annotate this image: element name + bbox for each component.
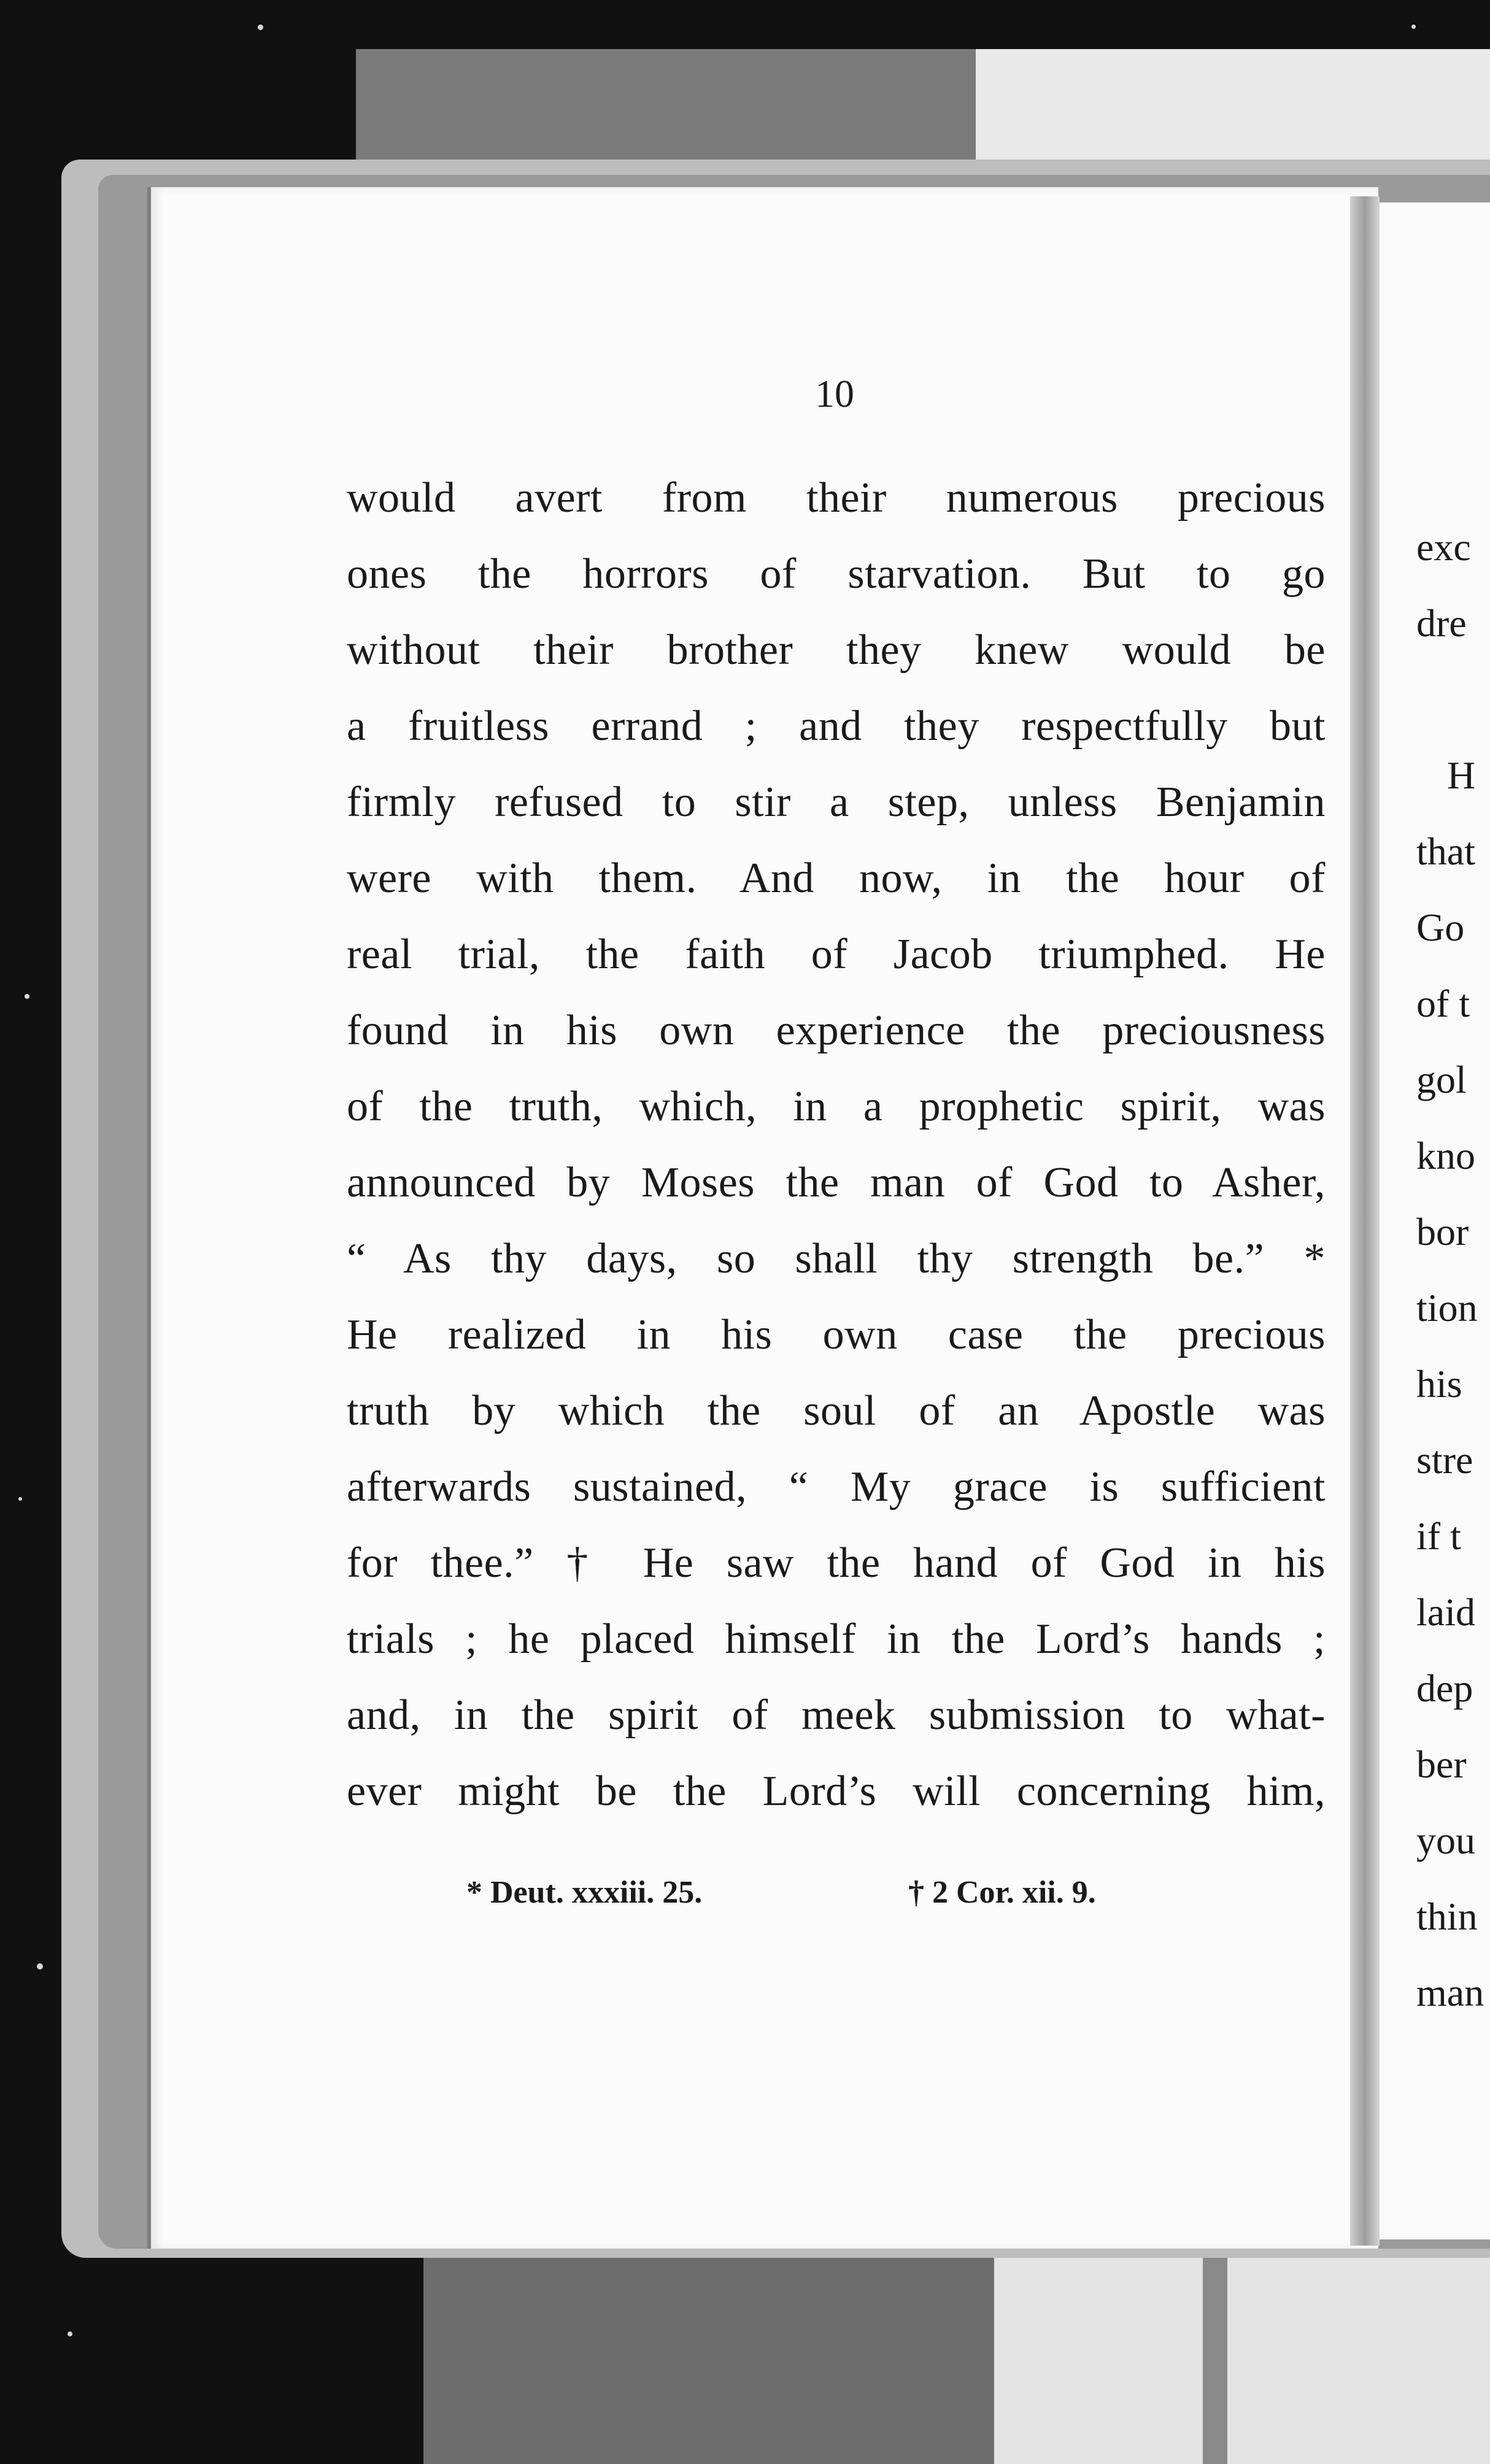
text-line: truth by which the soul of an Apostle was: [347, 1387, 1326, 1434]
text-line: ever might be the Lord’s will concerning him,: [347, 1768, 1326, 1815]
background-board-bottom: [423, 2246, 1000, 2464]
text-line: would avert from their numerous precious: [347, 474, 1326, 522]
facing-line: his: [1416, 1362, 1462, 1406]
facing-page-text: [1416, 509, 1490, 2031]
text-line: found in his own experience the preciousness: [347, 1007, 1326, 1054]
text-line: without their brother they knew would be: [347, 626, 1326, 674]
dust-speck: [25, 994, 29, 999]
facing-line: tion: [1416, 1286, 1478, 1330]
facing-line: if t: [1416, 1514, 1461, 1558]
facing-line: that: [1416, 830, 1475, 873]
background-paper-bottom: [994, 2246, 1490, 2464]
footnote-corinthians: † 2 Cor. xii. 9.: [908, 1875, 1096, 1910]
facing-line: thin: [1416, 1895, 1478, 1938]
text-line: ones the horrors of starvation. But to go: [347, 550, 1326, 598]
facing-line: gol: [1416, 1058, 1467, 1101]
background-divider: [1203, 2246, 1227, 2464]
page-number: 10: [815, 372, 854, 415]
dust-speck: [18, 1497, 22, 1501]
facing-line: dep: [1416, 1666, 1473, 1710]
facing-line: Go: [1416, 906, 1465, 949]
text-line: He realized in his own case the precious: [347, 1311, 1326, 1358]
book-gutter: [1350, 196, 1380, 2246]
text-line: a fruitless errand ; and they respectfully but: [347, 703, 1326, 750]
dust-speck: [37, 1963, 43, 1969]
facing-line: dre: [1416, 601, 1467, 645]
text-line: and, in the spirit of meek submission to what-: [347, 1692, 1326, 1739]
footnotes: [466, 1865, 1203, 1920]
dust-speck: [258, 25, 263, 30]
text-line: of the truth, which, in a prophetic spirit, was: [347, 1083, 1326, 1130]
facing-line: ber: [1416, 1742, 1467, 1786]
right-page: [1380, 202, 1490, 2239]
text-line: trials ; he placed himself in the Lord’s hands ;: [347, 1615, 1326, 1663]
text-line: for thee.” † He saw the hand of God in his: [347, 1539, 1326, 1587]
text-line: “ As thy days, so shall thy strength be.” *: [347, 1235, 1326, 1282]
body-text: [347, 460, 1326, 1830]
facing-line: of t: [1416, 982, 1470, 1025]
facing-line: H: [1447, 753, 1476, 797]
dust-speck: [1411, 25, 1416, 29]
facing-line: exc: [1416, 525, 1471, 569]
text-line: real trial, the faith of Jacob triumphed. He: [347, 931, 1326, 978]
text-line: firmly refused to stir a step, unless Benjamin: [347, 779, 1326, 826]
facing-line: bor: [1416, 1210, 1469, 1253]
text-line: were with them. And now, in the hour of: [347, 855, 1326, 902]
facing-line: laid: [1416, 1590, 1475, 1634]
facing-line: kno: [1416, 1134, 1475, 1177]
facing-line: stre: [1416, 1438, 1473, 1482]
facing-line: man: [1416, 1971, 1484, 2014]
text-line: announced by Moses the man of God to Asher,: [347, 1159, 1326, 1206]
footnote-deuteronomy: * Deut. xxxiii. 25.: [466, 1875, 703, 1910]
text-line: afterwards sustained, “ My grace is sufficient: [347, 1463, 1326, 1511]
dust-speck: [68, 2331, 72, 2336]
facing-line: [1416, 661, 1490, 737]
facing-line: you: [1416, 1819, 1475, 1862]
